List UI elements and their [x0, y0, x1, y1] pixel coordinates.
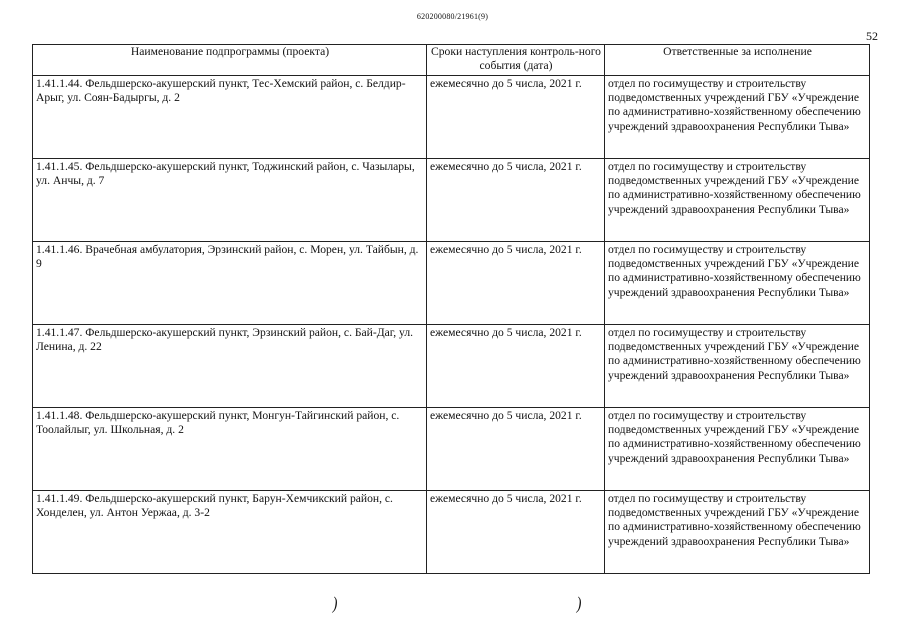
row-responsible-cell: отдел по госимуществу и строительству подведомственных учреждений ГБУ «Учреждение по административно-хозяйственному обеспечению учреждений здравоохранения Республики Тыва»: [605, 325, 870, 408]
margin-mark-right: ): [576, 593, 582, 613]
subprogram-table: [32, 44, 870, 574]
table-row: [33, 325, 870, 408]
document-code: 620200080/21961(9): [416, 12, 489, 21]
row-date-cell: ежемесячно до 5 числа, 2021 г.: [427, 76, 605, 159]
row-date-cell: ежемесячно до 5 числа, 2021 г.: [427, 325, 605, 408]
row-date-cell: ежемесячно до 5 числа, 2021 г.: [427, 408, 605, 491]
row-responsible-cell: отдел по госимуществу и строительству подведомственных учреждений ГБУ «Учреждение по административно-хозяйственному обеспечению учреждений здравоохранения Республики Тыва»: [605, 408, 870, 491]
table-row: [33, 408, 870, 491]
table-row: [33, 76, 870, 159]
row-responsible-cell: отдел по госимуществу и строительству подведомственных учреждений ГБУ «Учреждение по административно-хозяйственному обеспечению учреждений здравоохранения Республики Тыва»: [605, 491, 870, 574]
page-number: 52: [866, 29, 878, 43]
table-row: [33, 491, 870, 574]
row-date-cell: ежемесячно до 5 числа, 2021 г.: [427, 159, 605, 242]
row-date-cell: ежемесячно до 5 числа, 2021 г.: [427, 491, 605, 574]
table-row: [33, 159, 870, 242]
row-name-cell: 1.41.1.46. Врачебная амбулатория, Эрзинский район, с. Морен, ул. Тайбын, д. 9: [33, 242, 427, 325]
row-responsible-cell: отдел по госимуществу и строительству подведомственных учреждений ГБУ «Учреждение по административно-хозяйственному обеспечению учреждений здравоохранения Республики Тыва»: [605, 76, 870, 159]
margin-mark-left: ): [332, 593, 338, 613]
row-name-cell: 1.41.1.48. Фельдшерско-акушерский пункт, Монгун-Тайгинский район, с. Тоолайлыг, ул. Школьная, д. 2: [33, 408, 427, 491]
header-name: Наименование подпрограммы (проекта): [33, 45, 427, 76]
row-name-cell: 1.41.1.45. Фельдшерско-акушерский пункт, Тоджинский район, с. Чазылары, ул. Анчы, д. 7: [33, 159, 427, 242]
header-date: Сроки наступления контроль-ного события (дата): [427, 45, 605, 76]
row-name-cell: 1.41.1.47. Фельдшерско-акушерский пункт, Эрзинский район, с. Бай-Даг, ул. Ленина, д. 22: [33, 325, 427, 408]
table-row: [33, 242, 870, 325]
table-header-row: [33, 45, 870, 76]
row-date-cell: ежемесячно до 5 числа, 2021 г.: [427, 242, 605, 325]
row-responsible-cell: отдел по госимуществу и строительству подведомственных учреждений ГБУ «Учреждение по административно-хозяйственному обеспечению учреждений здравоохранения Республики Тыва»: [605, 242, 870, 325]
row-name-cell: 1.41.1.44. Фельдшерско-акушерский пункт, Тес-Хемский район, с. Белдир-Арыг, ул. Соян-Бадыргы, д. 2: [33, 76, 427, 159]
row-responsible-cell: отдел по госимуществу и строительству подведомственных учреждений ГБУ «Учреждение по административно-хозяйственному обеспечению учреждений здравоохранения Республики Тыва»: [605, 159, 870, 242]
header-responsible: Ответственные за исполнение: [605, 45, 870, 76]
row-name-cell: 1.41.1.49. Фельдшерско-акушерский пункт, Барун-Хемчикский район, с. Хонделен, ул. Антон Уержаа, д. 3-2: [33, 491, 427, 574]
